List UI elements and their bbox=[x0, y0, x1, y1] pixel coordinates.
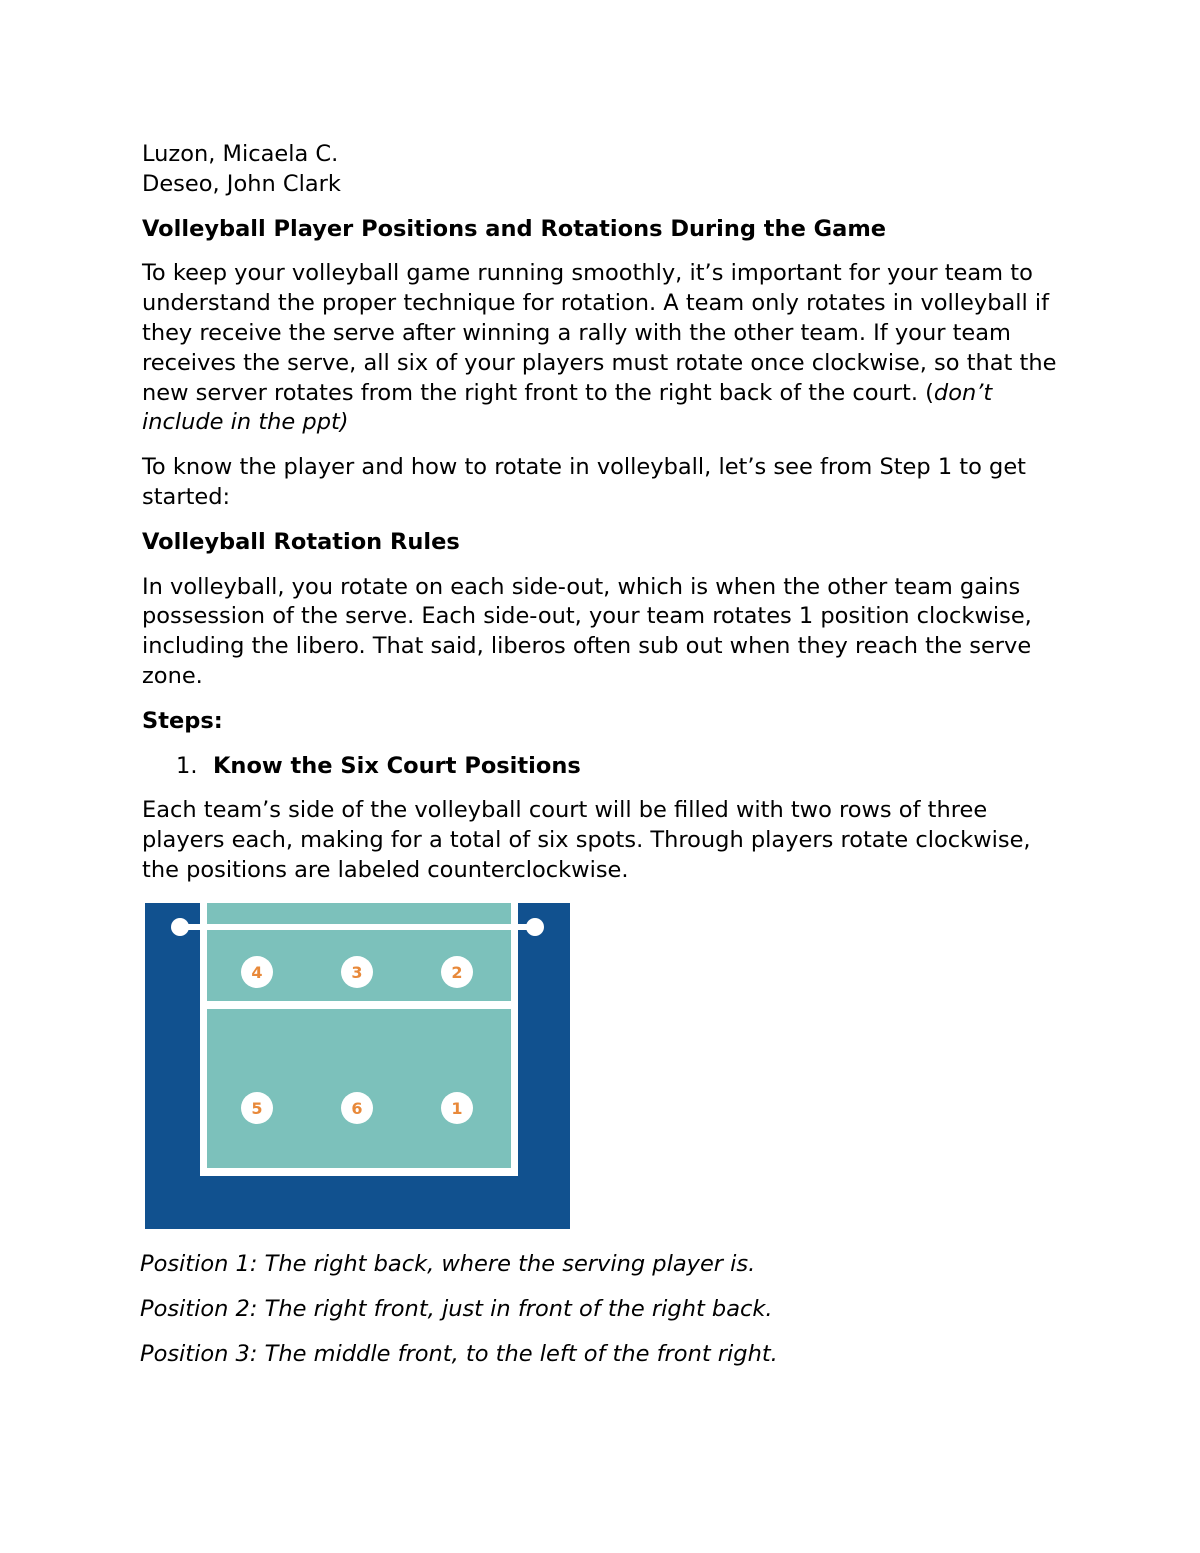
intro-note: don’t include in the ppt) bbox=[142, 379, 993, 436]
position-caption: Position 1: The right back, where the serving player is. bbox=[140, 1251, 756, 1277]
author-name: Luzon, Micaela C. bbox=[142, 141, 339, 167]
position-number: 5 bbox=[251, 1099, 263, 1118]
step1-paragraph: Each team’s side of the volleyball court will be filled with two rows of three players each, making for a total of six spots. Through players rotate clockwise, the positions are labeled counterclockwise. bbox=[142, 797, 1031, 883]
position-captions bbox=[140, 1250, 1060, 1384]
rules-paragraph: In volleyball, you rotate on each side-out, which is when the other team gains possession of the serve. Each side-out, your team rotates 1 position clockwise, including the libero. That said, liberos often sub out when they reach the serve zone. bbox=[142, 573, 1032, 689]
position-number: 4 bbox=[251, 963, 263, 982]
position-marker-6 bbox=[341, 1092, 373, 1124]
position-number: 2 bbox=[451, 963, 463, 982]
document-title: Volleyball Player Positions and Rotations During the Game bbox=[142, 215, 887, 242]
net-post-right bbox=[526, 918, 544, 936]
position-marker-5 bbox=[241, 1092, 273, 1124]
position-number: 3 bbox=[351, 963, 363, 982]
intro-paragraph bbox=[142, 259, 1062, 438]
court-diagram-svg bbox=[145, 903, 570, 1229]
step-list-item bbox=[142, 752, 1062, 782]
position-marker-4 bbox=[241, 956, 273, 988]
steps-heading: Steps: bbox=[142, 707, 223, 734]
author-name: Deseo, John Clark bbox=[142, 170, 341, 197]
author-list bbox=[142, 140, 1062, 200]
position-caption: Position 2: The right front, just in front of the right back. bbox=[140, 1295, 773, 1322]
court-diagram bbox=[145, 903, 570, 1229]
position-caption: Position 3: The middle front, to the left of the front right. bbox=[140, 1340, 778, 1367]
position-number: 1 bbox=[451, 1099, 463, 1118]
lead-in-paragraph: To know the player and how to rotate in volleyball, let’s see from Step 1 to get started: bbox=[142, 454, 1026, 510]
document-body bbox=[142, 140, 1062, 901]
net bbox=[180, 924, 537, 930]
back-zone bbox=[207, 1009, 511, 1168]
step-label: Know the Six Court Positions bbox=[213, 752, 581, 779]
position-marker-2 bbox=[441, 956, 473, 988]
net-post-left bbox=[171, 918, 189, 936]
position-number: 6 bbox=[351, 1099, 363, 1118]
rules-heading: Volleyball Rotation Rules bbox=[142, 528, 460, 555]
position-marker-3 bbox=[341, 956, 373, 988]
intro-text: To keep your volleyball game running smoothly, it’s important for your team to understand the proper technique for rotation. A team only rotates in volleyball if they receive the serve after winning a rally with the other team. If your team receives the serve, all six of your players must rotate once clockwise, so that the new server rotates from the right front to the right back of the court. ( bbox=[142, 260, 1057, 406]
step-number: 1. bbox=[176, 752, 198, 779]
position-marker-1 bbox=[441, 1092, 473, 1124]
